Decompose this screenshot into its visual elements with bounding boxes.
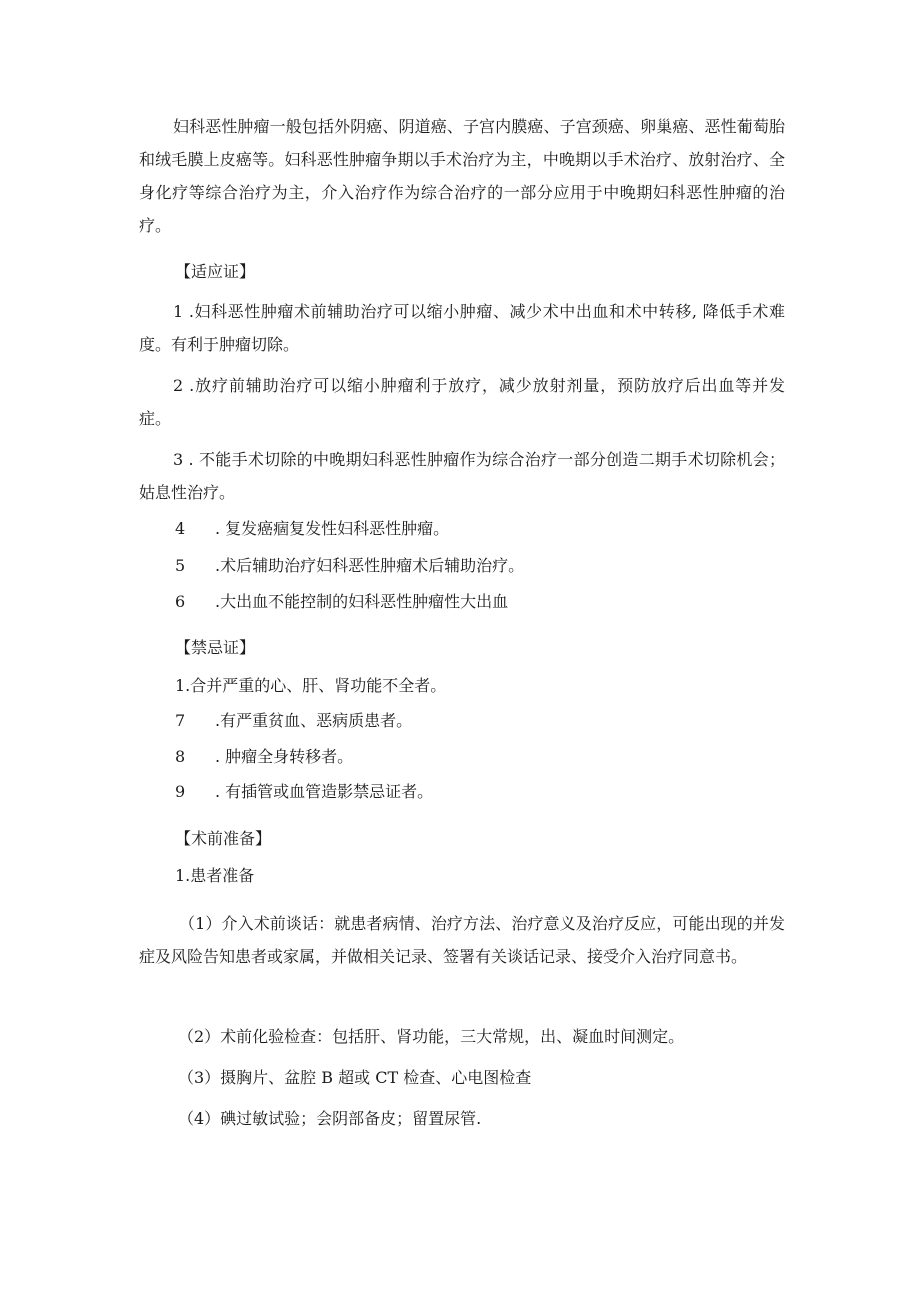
indication-item-1 (139, 295, 785, 361)
item-text: . 肿瘤全身转移者。 (215, 747, 354, 766)
item-text: .妇科恶性肿瘤术前辅助治疗可以缩小肿瘤、减少术中出血和术中转移, 降低手术难度。有利于肿瘤切除。 (139, 302, 785, 354)
item-text: . 复发癌痼复发性妇科恶性肿瘤。 (215, 519, 450, 538)
contraindications-heading: 【禁忌证】 (175, 638, 256, 657)
preparation-item-1: （1）介入术前谈话：就患者病情、治疗方法、治疗意义及治疗反应，可能出现的并发症及风险告知患者或家属，并做相关记录、签署有关谈话记录、接受介入治疗同意书。 (139, 914, 785, 966)
indication-item-6 (175, 592, 508, 612)
indication-item-5 (175, 556, 524, 576)
item-number: 4 (175, 519, 186, 538)
contraindication-item-4 (175, 782, 433, 802)
indication-item-2 (139, 369, 785, 435)
item-number: 8 (175, 747, 186, 766)
item-text: .放疗前辅助治疗可以缩小肿瘤利于放疗，减少放射剂量，预防放疗后出血等并发症。 (139, 376, 785, 428)
item-number: 6 (175, 592, 186, 611)
preparation-item-3: （3）摄胸片、盆腔 B 超或 CT 检查、心电图检查 (178, 1068, 532, 1087)
item-number: 9 (175, 782, 186, 801)
item-number: 1 (173, 302, 184, 321)
item-number: 7 (175, 711, 186, 730)
indications-heading: 【适应证】 (175, 262, 256, 281)
item-text: .大出血不能控制的妇科恶性肿瘤性大出血 (215, 592, 509, 611)
item-number: 5 (175, 556, 186, 575)
item-number: 3 (173, 450, 184, 469)
contraindication-item-3 (175, 747, 353, 767)
intro-paragraph: 妇科恶性肿瘤一般包括外阴癌、阴道癌、子宫内膜癌、子宫颈癌、卵巢癌、恶性葡萄胎和绒毛膜上皮癌等。妇科恶性肿瘤争期以手术治疗为主，中晚期以手术治疗、放射治疗、全身化疗等综合治疗为主，介入治疗作为综合治疗的一部分应用于中晚期妇科恶性肿瘤的治疗。 (139, 117, 785, 235)
item-text: . 有插管或血管造影禁忌证者。 (215, 782, 434, 801)
item-number: 2 (173, 376, 184, 395)
item-text: .术后辅助治疗妇科恶性肿瘤术后辅助治疗。 (215, 556, 525, 575)
preparation-item-4: （4）碘过敏试验；会阴部备皮；留置尿管. (178, 1109, 482, 1128)
patient-preparation-subheading: 1.患者准备 (175, 866, 255, 885)
item-text: . 不能手术切除的中晚期妇科恶性肿瘤作为综合治疗一部分创造二期手术切除机会；姑息性治疗。 (139, 450, 785, 502)
item-text: .有严重贫血、恶病质患者。 (215, 711, 413, 730)
indication-item-4 (175, 519, 449, 539)
preparation-item-2: （2）术前化验检查：包括肝、肾功能，三大常规，出、凝血时间测定。 (178, 1027, 685, 1046)
indication-item-3 (139, 443, 785, 509)
contraindication-item-1: 1.合并严重的心、肝、肾功能不全者。 (175, 676, 447, 695)
contraindication-item-2 (175, 711, 412, 731)
preparation-heading: 【术前准备】 (175, 829, 272, 848)
